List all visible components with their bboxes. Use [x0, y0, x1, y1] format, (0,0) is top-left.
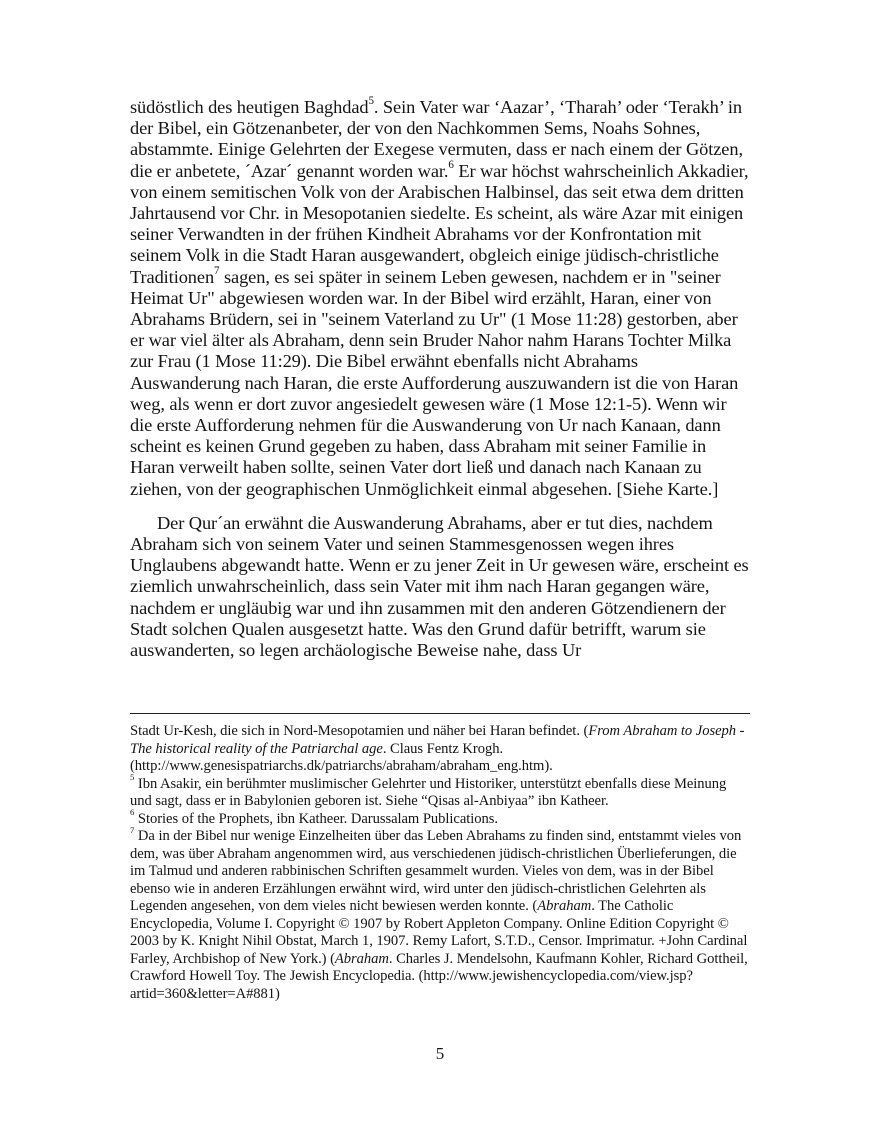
- footnote-source-title: Abraham: [334, 950, 389, 967]
- footnote-source-title: From Abraham to Joseph - The historical reality of the Patriarchal age: [130, 723, 745, 757]
- body-text: [130, 97, 750, 661]
- footnote-text: Stadt Ur-Kesh, die sich in Nord-Mesopotamien und näher bei Haran befindet. (: [130, 723, 589, 739]
- paragraph-1-text: sagen, es sei später in seinem Leben gewesen, nachdem er in "seiner Heimat Ur" abgewiesen worden war. In der Bibel wird erzählt, Haran, einer von Abrahams Brüdern, sei in "seinem Vaterland zu Ur" (1 Mose 11:28) gestorben, aber er war viel älter als Abraham, denn sein Bruder Nahor nahm Harans Tochter Milka zur Frau (1 Mose 11:29). Die Bibel erwähnt ebenfalls nicht Abrahams Auswanderung nach Haran, die erste Aufforderung auszuwandern ist die von Haran weg, als wenn er dort zuvor angesiedelt gewesen wäre (1 Mose 12:1-5). Wenn wir die erste Aufforderung nehmen für die Auswanderung von Ur nach Kanaan, dann scheint es keinen Grund gegeben zu haben, dass Abraham mit seiner Familie in Haran verweilt haben sollte, seinen Vater dort ließ und danach nach Kanaan zu ziehen, von der geographischen Unmöglichkeit einmal abgesehen. [Siehe Karte.]: [130, 266, 739, 499]
- footnote-text: Stories of the Prophets, ibn Katheer. Darussalam Publications.: [134, 810, 498, 827]
- footnote-number: 6: [130, 807, 135, 818]
- paragraph-1-text: südöstlich des heutigen Baghdad: [130, 97, 369, 117]
- document-page: [130, 0, 750, 1137]
- footnotes: [130, 723, 750, 1003]
- footnote-text: . The Catholic Encyclopedia, Volume I. Copyright © 1907 by Robert Appleton Company. Online Edition Copyright © 2003 by K. Knight Nihil Obstat, March 1, 1907. Remy Lafort, S.T.D., Censor. Imprimatur. +John Cardinal Farley, Archbishop of New York.) (: [130, 898, 748, 967]
- footnote-ref-6[interactable]: 6: [448, 158, 454, 171]
- paragraph-1-text: Er war höchst wahrscheinlich Akkadier, von einem semitischen Volk von der Arabischen Halbinsel, das seit etwa dem dritten Jahrtausend vor Chr. in Mesopotanien siedelte. Es scheint, als wäre Azar mit einigen seiner Verwandten in der frühen Kindheit Abrahams vor der Konfrontation mit seinem Volk in die Stadt Haran ausgewandert, obgleich einige jüdisch-christliche Traditionen: [130, 160, 749, 287]
- paragraph-1-text: . Sein Vater war ‘Aazar’, ‘Tharah’ oder ‘Terakh’ in der Bibel, ein Götzenanbeter, der von den Nachkommen Sems, Noahs Sohnes, abstammte. Einige Gelehrten der Exegese vermuten, dass er nach einem der Götzen, die er anbetete, ´Azar´ genannt worden war.: [130, 97, 743, 181]
- paragraph-1: [130, 97, 750, 500]
- footnote-text: . Claus Fentz Krogh. (http://www.genesispatriarchs.dk/patriarchs/abraham/abraham_eng.htm).: [130, 740, 553, 774]
- footnote-text: . Charles J. Mendelsohn, Kaufmann Kohler, Richard Gottheil, Crawford Howell Toy. The Jewish Encyclopedia. (http://www.jewishencyclopedia.com/view.jsp?artid=360&letter=A#881): [130, 950, 748, 1002]
- footnote-6: [130, 807, 750, 829]
- footnote-ref-5[interactable]: 5: [368, 95, 374, 108]
- footnote-source-title: Abraham: [537, 898, 592, 914]
- footnote-number: 7: [130, 824, 135, 835]
- footnote-number: 5: [130, 772, 135, 783]
- footnote-7: [130, 824, 750, 1003]
- footnote-continuation: [130, 723, 750, 776]
- footnote-separator: [130, 713, 750, 714]
- footnote-5: [130, 772, 750, 811]
- paragraph-2: Der Qur´an erwähnt die Auswanderung Abrahams, aber er tut dies, nachdem Abraham sich von seinem Vater und seinen Stammesgenossen wegen ihres Unglaubens abgewandt hatte. Wenn er zu jener Zeit in Ur gewesen wäre, erscheint es ziemlich unwahrscheinlich, dass sein Vater mit ihm nach Haran gegangen wäre, nachdem er ungläubig war und ihn zusammen mit den anderen Götzendienern der Stadt solchen Qualen ausgesetzt hatte. Was den Grund dafür betrifft, warum sie auswanderten, so legen archäologische Beweise nahe, dass Ur: [130, 512, 749, 661]
- footnote-text: Ibn Asakir, ein berühmter muslimischer Gelehrter und Historiker, unterstützt ebenfalls diese Meinung und sagt, dass er in Babylonien geboren ist. Siehe “Qisas al-Anbiyaa” ibn Katheer.: [130, 775, 727, 809]
- footnote-text: Da in der Bibel nur wenige Einzelheiten über das Leben Abrahams zu finden sind, entstammt vieles von dem, was über Abraham angenommen wird, aus verschiedenen jüdisch-christlichen Überlieferungen, die im Talmud und anderen rabbinischen Schriften gesammelt wurden. Vieles von dem, was in der Bibel ebenso wie in anderen Erzählungen erwähnt wird, wird unter den jüdisch-christlichen Gelehrten als Legenden angesehen, von dem vieles nicht bewiesen werden konnte. (: [130, 828, 742, 914]
- page-number: 5: [435, 1044, 445, 1063]
- footnote-ref-7[interactable]: 7: [214, 264, 220, 277]
